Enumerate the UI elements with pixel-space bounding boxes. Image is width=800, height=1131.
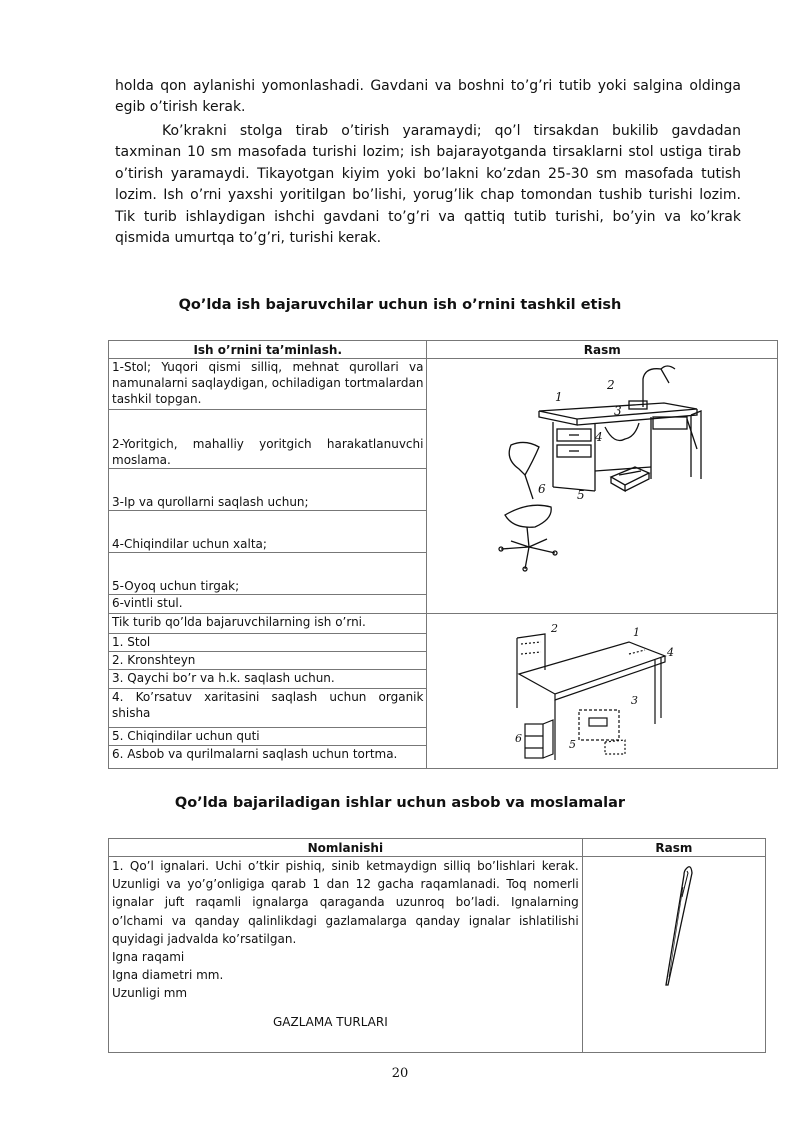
seated-workplace-illustration bbox=[429, 359, 775, 609]
table-row: 6. Asbob va qurilmalarni saqlash uchun tortma. bbox=[109, 746, 427, 769]
table-row: 4-Chiqindilar uchun xalta; bbox=[109, 511, 427, 553]
figure1-label-1: 1 bbox=[555, 390, 563, 404]
table-header-provision: Ish o’rnini ta’minlash. bbox=[109, 341, 427, 359]
needle-length-label: Uzunligi mm bbox=[112, 986, 188, 1001]
figure1-label-4: 4 bbox=[595, 430, 603, 444]
section-heading-workplace: Qo’lda ish bajaruvchilar uchun ish o’rnini tashkil etish bbox=[178, 297, 622, 313]
figure1-label-3: 3 bbox=[614, 404, 622, 418]
needle-diameter-label: Igna diametri mm. bbox=[112, 968, 224, 983]
section-heading-tools: Qo’lda bajariladigan ishlar uchun asbob va moslamalar bbox=[174, 795, 626, 811]
table-row: 4. Ko’rsatuv xaritasini saqlash uchun organik shisha bbox=[109, 688, 427, 727]
table-row: 5-Oyoq uchun tirgak; bbox=[109, 553, 427, 595]
table-row bbox=[109, 857, 583, 1053]
table-row: Tik turib qo’lda bajaruvchilarning ish o’rni. bbox=[109, 614, 427, 634]
figure2-label-4: 4 bbox=[667, 646, 675, 659]
figure2-label-1: 1 bbox=[633, 626, 641, 639]
table-row: 6-vintli stul. bbox=[109, 595, 427, 614]
standing-workplace-illustration bbox=[429, 614, 775, 764]
table-row: 1. Stol bbox=[109, 633, 427, 651]
figure1-label-5: 5 bbox=[577, 488, 585, 502]
figure1-label-2: 2 bbox=[607, 378, 615, 392]
table-row: 5. Chiqindilar uchun quti bbox=[109, 727, 427, 745]
figure2-label-2: 2 bbox=[551, 622, 559, 635]
figure2-label-5: 5 bbox=[569, 738, 577, 751]
table-row: 1-Stol; Yuqori qismi silliq, mehnat qurollari va namunalarni saqlaydigan, ochiladigan tortmalardan tashkil topgan. bbox=[109, 359, 427, 410]
seated-workplace-figure-cell bbox=[427, 359, 778, 614]
figure1-label-6: 6 bbox=[538, 482, 546, 496]
paragraph-2: Ko’krakni stolga tirab o’tirish yaramaydi; qo’l tirsakdan bukilib gavdadan taxminan 10 sm masofada turishi lozim; ish bajarayotganda tirsaklarni stol ustiga tirab o’tirish yaramaydi. Tikayotgan kiyim yoki bo’lakni ko’zdan 25-30 sm masofada tutish lozim. Ish o’rni yaxshi yoritilgan bo’lishi, yorug’lik chap tomondan tushib turishi lozim. Tik turib ishlaydigan ishchi gavdani to’g’ri va qattiq tutib turishi, bo’yin va ko’krak qismida umurtqa to’g’ri, turishi kerak. bbox=[115, 123, 741, 247]
needle-icon bbox=[584, 857, 764, 997]
table-row: 3. Qaychi bo’r va h.k. saqlash uchun. bbox=[109, 670, 427, 688]
figure2-label-3: 3 bbox=[631, 694, 639, 707]
page-number: 20 bbox=[391, 1066, 409, 1081]
paragraph-1: holda qon aylanishi yomonlashadi. Gavdani va boshni to’g’ri tutib yoki salgina oldinga egib o’tirish kerak. bbox=[115, 78, 741, 116]
workplace-table bbox=[108, 340, 778, 769]
table-header-name: Nomlanishi bbox=[109, 839, 583, 857]
table-header-picture: Rasm bbox=[582, 839, 765, 857]
table-row: 2. Kronshteyn bbox=[109, 651, 427, 669]
fabric-types-caption: GAZLAMA TURLARI bbox=[272, 1014, 388, 1029]
needle-figure-cell bbox=[582, 857, 765, 1053]
needle-description: 1. Qo’l ignalari. Uchi o’tkir pishiq, sinib ketmaydign silliq bo’lishlari kerak. Uzunligi va yo’g’onligiga qarab 1 dan 12 gacha raqamlanadi. Toq nomerli ignalar juft raqamli ignalarga qaraganda uzunroq bo’ladi. Ignalarning o’lchami va qanday qalinlikdagi gazlamalarga qanday ignalar ishlatilishi quyidagi jadvalda ko’rsatilgan. bbox=[112, 859, 579, 946]
table-row: 2-Yoritgich, mahalliy yoritgich harakatlanuvchi moslama. bbox=[109, 410, 427, 469]
needle-number-label: Igna raqami bbox=[112, 950, 185, 965]
figure2-label-6: 6 bbox=[515, 732, 523, 745]
tools-table bbox=[108, 838, 766, 1053]
table-row: 3-Ip va qurollarni saqlash uchun; bbox=[109, 469, 427, 511]
standing-workplace-figure-cell bbox=[427, 614, 778, 769]
table-header-picture: Rasm bbox=[427, 341, 778, 359]
